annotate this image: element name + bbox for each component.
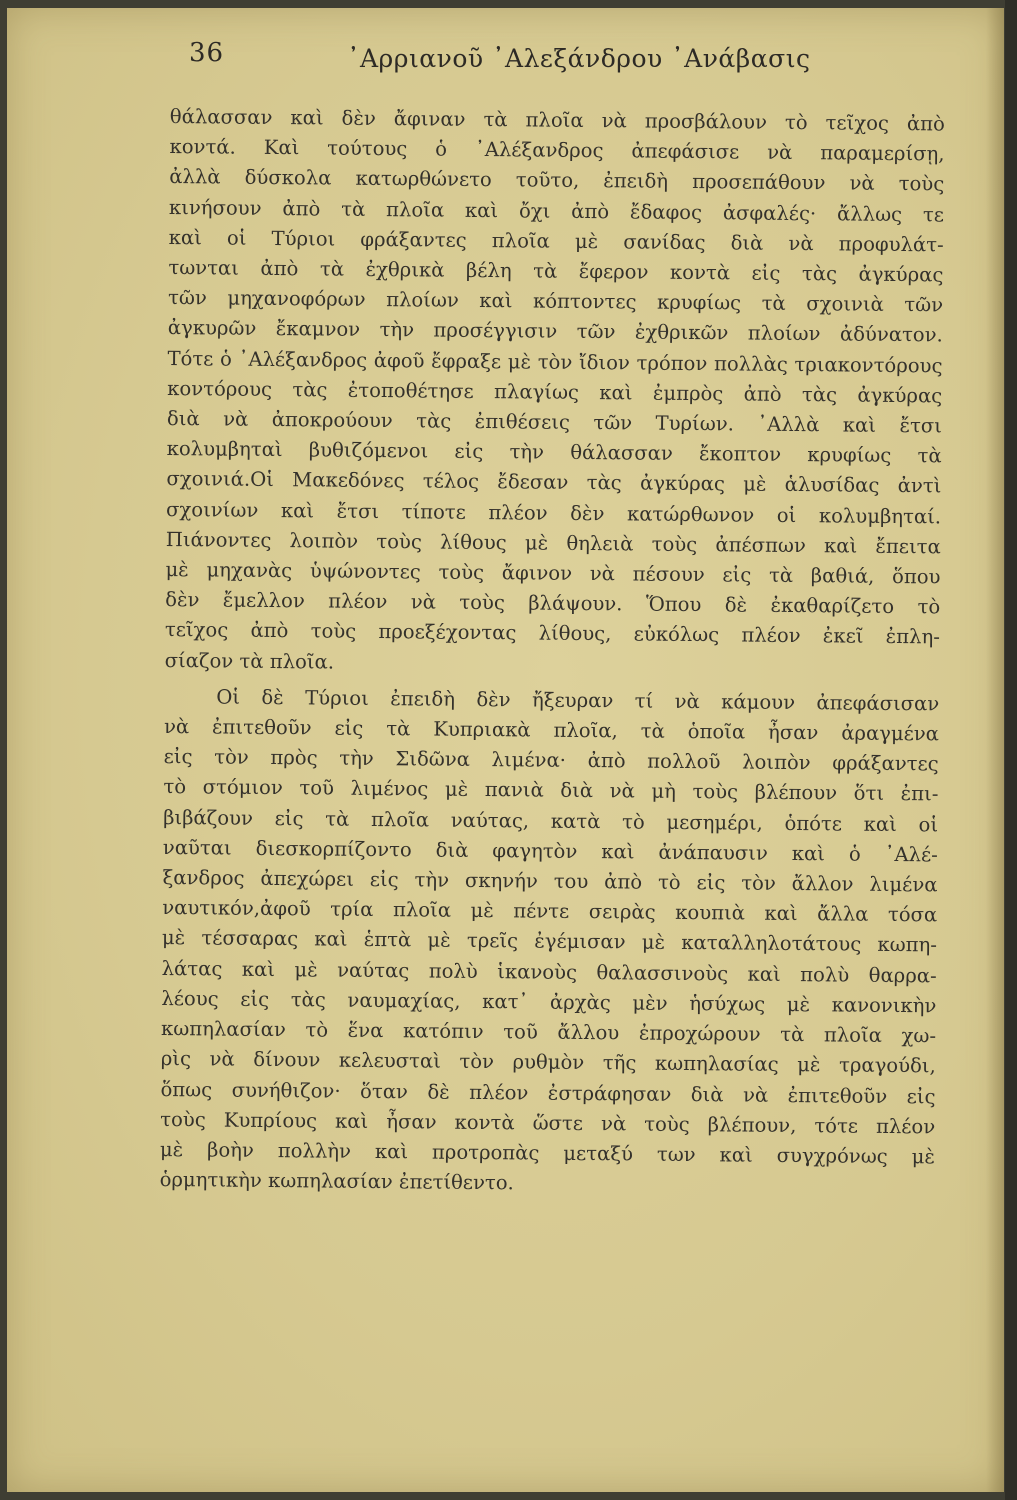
text-line: ἀγκυρῶν ἔκαμνον τὴν προσέγγισιν τῶν ἐχθρικῶν πλοίων ἀδύνατον. bbox=[167, 316, 943, 347]
text-line: κοντόρους τὰς ἐτοποθέτησε πλαγίως καὶ ἐμπρὸς ἀπὸ τὰς ἀγκύρας bbox=[167, 376, 943, 408]
text-line: Πιάνοντες λοιπὸν τοὺς λίθους μὲ θηλειὰ τοὺς ἀπέσπων καὶ ἔπειτα bbox=[165, 527, 941, 559]
text-line: Τότε ὁ ᾿Αλέξανδρος ἀφοῦ ἔφραξε μὲ τὸν ἴδιον τρόπον πολλὰς τριακοντόρους bbox=[167, 346, 943, 378]
text-line: διὰ νὰ ἀποκρούουν τὰς ἐπιθέσεις τῶν Τυρίων. ᾿Αλλὰ καὶ ἔτσι bbox=[166, 407, 943, 438]
text-line: τοὺς Κυπρίους καὶ ἦσαν κοντὰ ὥστε νὰ τοὺς βλέπουν, τότε πλέον bbox=[160, 1107, 936, 1139]
body-text bbox=[160, 102, 945, 1203]
paragraph bbox=[164, 102, 944, 683]
text-line: τωνται ἀπὸ τὰ ἐχθρικὰ βέλη τὰ ἔφερον κοντὰ εἰς τὰς ἀγκύρας bbox=[168, 256, 944, 287]
text-line: βιβάζουν εἰς τὰ πλοῖα ναύτας, κατὰ τὸ μεσημέρι, ὁπότε καὶ οἱ bbox=[163, 805, 939, 837]
text-line: τεῖχος ἀπὸ τοὺς προεξέχοντας λίθους, εὐκόλως πλέον ἐκεῖ ἐπλη- bbox=[164, 618, 941, 649]
text-line: σχοινίων καὶ ἔτσι τίποτε πλέον δὲν κατώρθωνον οἱ κολυμβηταί. bbox=[165, 497, 942, 529]
running-head: ᾿Αρριανοῦ ᾿Αλεξάνδρου ᾿Ανάβασις bbox=[347, 44, 811, 73]
text-line: ὁρμητικὴν κωπηλασίαν ἐπετίθεντο. bbox=[159, 1168, 514, 1195]
text-line: κολυμβηταὶ βυθιζόμενοι εἰς τὴν θάλασσαν ἔκοπτον κρυφίως τὰ bbox=[166, 437, 942, 468]
text-line: θάλασσαν καὶ δὲν ἄφιναν τὰ πλοῖα νὰ προσβάλουν τὸ τεῖχος ἀπὸ bbox=[169, 104, 945, 136]
book-binding-edge bbox=[1005, 0, 1017, 1500]
text-line: μὲ τέσσαρας καὶ ἑπτὰ μὲ τρεῖς ἐγέμισαν μὲ καταλληλοτάτους κωπη- bbox=[161, 926, 938, 957]
text-line: ρὶς νὰ δίνουν κελευσταὶ τὸν ρυθμὸν τῆς κωπηλασίας μὲ τραγούδι, bbox=[160, 1047, 936, 1078]
text-line: λάτας καὶ μὲ ναύτας πολὺ ἱκανοὺς θαλασσινοὺς καὶ πολὺ θαρρα- bbox=[161, 956, 937, 988]
text-line: τὸ στόμιον τοῦ λιμένος μὲ πανιὰ διὰ νὰ μὴ τοὺς βλέπουν ὅτι ἐπι- bbox=[163, 775, 939, 806]
page-number: 36 bbox=[189, 38, 225, 68]
text-line: καὶ οἱ Τύριοι φράξαντες πλοῖα μὲ σανίδας διὰ νὰ προφυλάτ- bbox=[168, 225, 944, 257]
text-line: εἰς τὸν πρὸς τὴν Σιδῶνα λιμένα· ἀπὸ πολλοῦ λοιπὸν φράξαντες bbox=[163, 745, 939, 776]
text-line: κινήσουν ἀπὸ τὰ πλοῖα καὶ ὄχι ἀπὸ ἔδαφος ἀσφαλές· ἄλλως τε bbox=[168, 195, 945, 227]
text-line: Οἱ δὲ Τύριοι ἐπειδὴ δὲν ἤξευραν τί νὰ κάμουν ἀπεφάσισαν bbox=[216, 685, 940, 716]
text-line: νὰ ἐπιτεθοῦν εἰς τὰ Κυπριακὰ πλοῖα, τὰ ὁποῖα ἦσαν ἀραγμένα bbox=[163, 715, 940, 746]
text-line: ναῦται διεσκορπίζοντο διὰ φαγητὸν καὶ ἀνάπαυσιν καὶ ὁ ᾿Αλέ- bbox=[162, 835, 938, 867]
text-line: σχοινιά.Οἱ Μακεδόνες τέλος ἔδεσαν τὰς ἀγκύρας μὲ ἁλυσίδας ἀντὶ bbox=[166, 467, 942, 498]
text-line: κοντά. Καὶ τούτους ὁ ᾿Αλέξανδρος ἀπεφάσισε νὰ παραμερίσῃ, bbox=[169, 135, 945, 166]
paragraph bbox=[160, 682, 940, 1203]
text-line: λέους εἰς τὰς ναυμαχίας, κατ᾿ ἀρχὰς μὲν ἡσύχως μὲ κανονικὴν bbox=[161, 986, 937, 1018]
book-page bbox=[7, 8, 1004, 1492]
page-edge-shadow bbox=[986, 8, 1004, 1492]
text-line: τῶν μηχανοφόρων πλοίων καὶ κόπτοντες κρυφίως τὰ σχοινιὰ τῶν bbox=[168, 286, 944, 317]
text-line: ἀλλὰ δύσκολα κατωρθώνετο τοῦτο, ἐπειδὴ προσεπάθουν νὰ τοὺς bbox=[169, 165, 945, 196]
text-line: ναυτικόν,ἀφοῦ τρία πλοῖα μὲ πέντε σειρὰς κουπιὰ καὶ ἄλλα τόσα bbox=[162, 896, 938, 927]
text-line: μὲ μηχανὰς ὑψώνοντες τοὺς ἄφινον νὰ πέσουν εἰς τὰ βαθιά, ὅπου bbox=[165, 558, 941, 589]
text-line: δὲν ἔμελλον πλέον νὰ τοὺς βλάψουν. Ὅπου δὲ ἐκαθαρίζετο τὸ bbox=[165, 588, 941, 619]
text-line: ξανδρος ἀπεχώρει εἰς τὴν σκηνήν του ἀπὸ τὸ εἰς τὸν ἄλλον λιμένα bbox=[162, 866, 938, 897]
text-line: μὲ βοὴν πολλὴν καὶ προτροπὰς μεταξύ των καὶ συγχρόνως μὲ bbox=[159, 1137, 936, 1169]
text-line: σίαζον τὰ πλοῖα. bbox=[164, 648, 335, 674]
text-line: κωπηλασίαν τὸ ἕνα κατόπιν τοῦ ἄλλου ἐπροχώρουν τὰ πλοῖα χω- bbox=[160, 1017, 937, 1048]
text-line: ὅπως συνήθιζον· ὅταν δὲ πλέον ἐστράφησαν διὰ νὰ ἐπιτεθοῦν εἰς bbox=[160, 1077, 936, 1108]
